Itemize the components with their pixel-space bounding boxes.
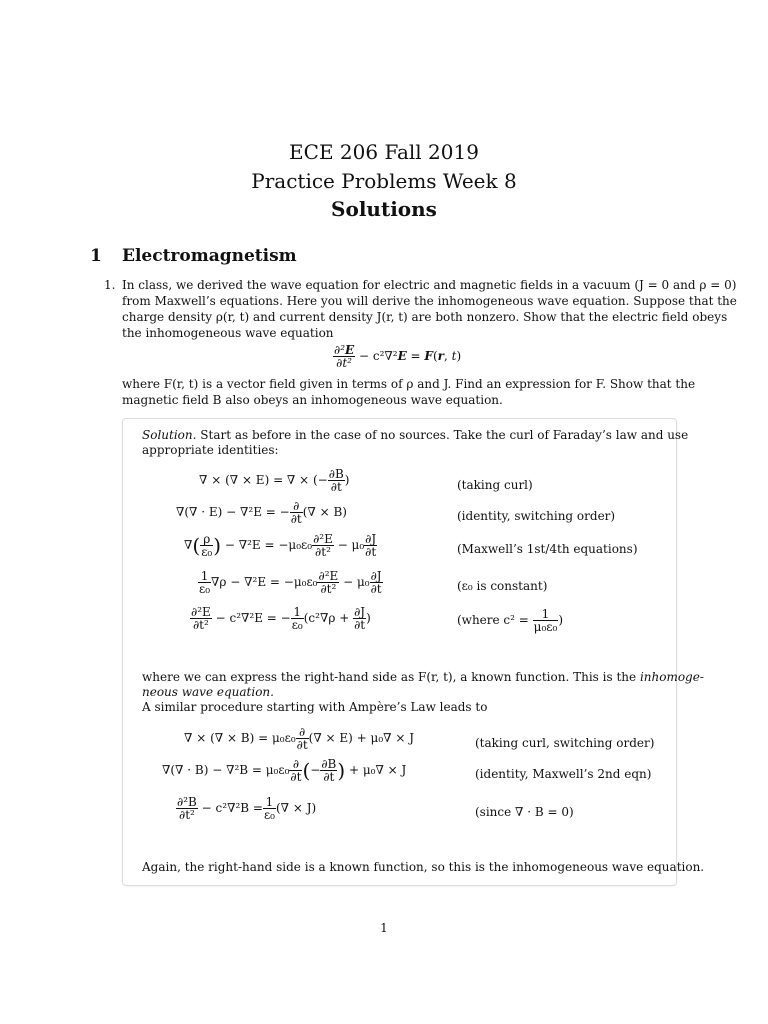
problem-after-line-1: where F(r, t) is a vector field given in terms of ρ and J. Find an expression for F. Show that the [122,377,696,391]
note-since-divB: (since ∇ · B = 0) [475,805,574,819]
eq-identity-maxwell-2nd: ∇(∇ · B) − ∇²B = μ₀ε₀ $\frac{\partial}{\partial t}$ (− $\frac{\partial B}{\partial t}$ ) + μ₀∇ × J [162,757,407,784]
problem-line-3: charge density ρ(r, t) and current density J(r, t) are both nonzero. Show that the electric field obeys [122,310,728,324]
note-where-c2: (where c² = $\frac{1}{\text{μ₀ε₀}}$ ) [457,607,563,634]
solution-intro-line-1 [142,428,688,442]
wave-equation: $\frac{\text{∂²E}}{\text{∂t²}}$ − c²∇²E = F(r, t) [334,343,462,370]
problem-line-4: the inhomogeneous wave equation [122,326,334,340]
note-maxwell-1st-4th: (Maxwell’s 1st/4th equations) [457,542,638,556]
eq-final-E: $\frac{\text{∂²E}}{\text{∂t²}}$ − c²∇²E = − $\frac{1}{\text{ε₀}}$ (c²∇ρ + $\frac{\partial J}{\partial t}$ ) [191,605,371,632]
solution-label: Solution. [142,428,197,442]
eq-identity-switching: ∇(∇ · E) − ∇²E = − $\frac{\partial}{\partial t}$ (∇ × B) [176,499,347,526]
note-eps-constant: (ε₀ is constant) [457,579,548,593]
section-number: 1 [90,246,102,266]
eq-curl-B: ∇ × (∇ × B) = μ₀ε₀ $\frac{\partial}{\partial t}$ (∇ × E) + μ₀∇ × J [184,725,415,752]
note-identity-maxwell-2nd: (identity, Maxwell’s 2nd eqn) [475,767,652,781]
eq-maxwell-1st-4th: ∇( $\frac{\rho}{\text{ε₀}}$ ) − ∇²E = −μ₀ε₀ $\frac{\text{∂²E}}{\text{∂t²}}$ − μ₀ $\frac{\partial J}{\partial t}$ [184,532,377,559]
problem-number: 1. [104,278,116,292]
section-title: Electromagnetism [122,246,297,266]
problem-line-1: In class, we derived the wave equation for electric and magnetic fields in a vacuum (J = 0 and ρ = 0) [122,278,737,292]
eq-eps-constant: $\frac{1}{\text{ε₀}}$ ∇ρ − ∇²E = −μ₀ε₀ $\frac{\text{∂²E}}{\text{∂t²}}$ − μ₀ $\frac{\partial J}{\partial t}$ [199,569,382,596]
eq-final-B: $\frac{\text{∂²B}}{\text{∂t²}}$ − c²∇²B = $\frac{1}{\text{ε₀}}$ (∇ × J) [177,795,317,822]
document-solutions-heading: Solutions [331,197,437,221]
document-course-title: ECE 206 Fall 2019 [289,140,479,164]
problem-after-line-2: magnetic field B also obeys an inhomogeneous wave equation. [122,393,503,407]
note-taking-curl: (taking curl) [457,478,533,492]
d2E-dt2-fraction: $\frac{\text{∂²E}}{\text{∂t²}}$ [334,343,355,370]
eq-taking-curl: ∇ × (∇ × E) = ∇ × (− $\frac{\partial B}{\partial t}$ ) [199,467,350,494]
note-curl-B: (taking curl, switching order) [475,736,655,750]
solution-middle-line-2: neous wave equation. [142,685,274,699]
solution-intro-text: Start as before in the case of no sources. Take the curl of Faraday’s law and use [200,428,689,442]
note-identity-switching: (identity, switching order) [457,509,616,523]
solution-middle-line-1: where we can express the right-hand side as F(r, t), a known function. This is the inhomoge- [142,670,704,684]
page-number: 1 [380,921,388,935]
solution-middle-line-3: A similar procedure starting with Ampère’s Law leads to [142,700,488,714]
problem-line-2: from Maxwell’s equations. Here you will derive the inhomogeneous wave equation. Suppose that the [122,294,737,308]
document-subtitle: Practice Problems Week 8 [251,169,517,193]
solution-closing: Again, the right-hand side is a known function, so this is the inhomogeneous wave equation. [142,860,705,874]
solution-intro-line-2: appropriate identities: [142,443,279,457]
